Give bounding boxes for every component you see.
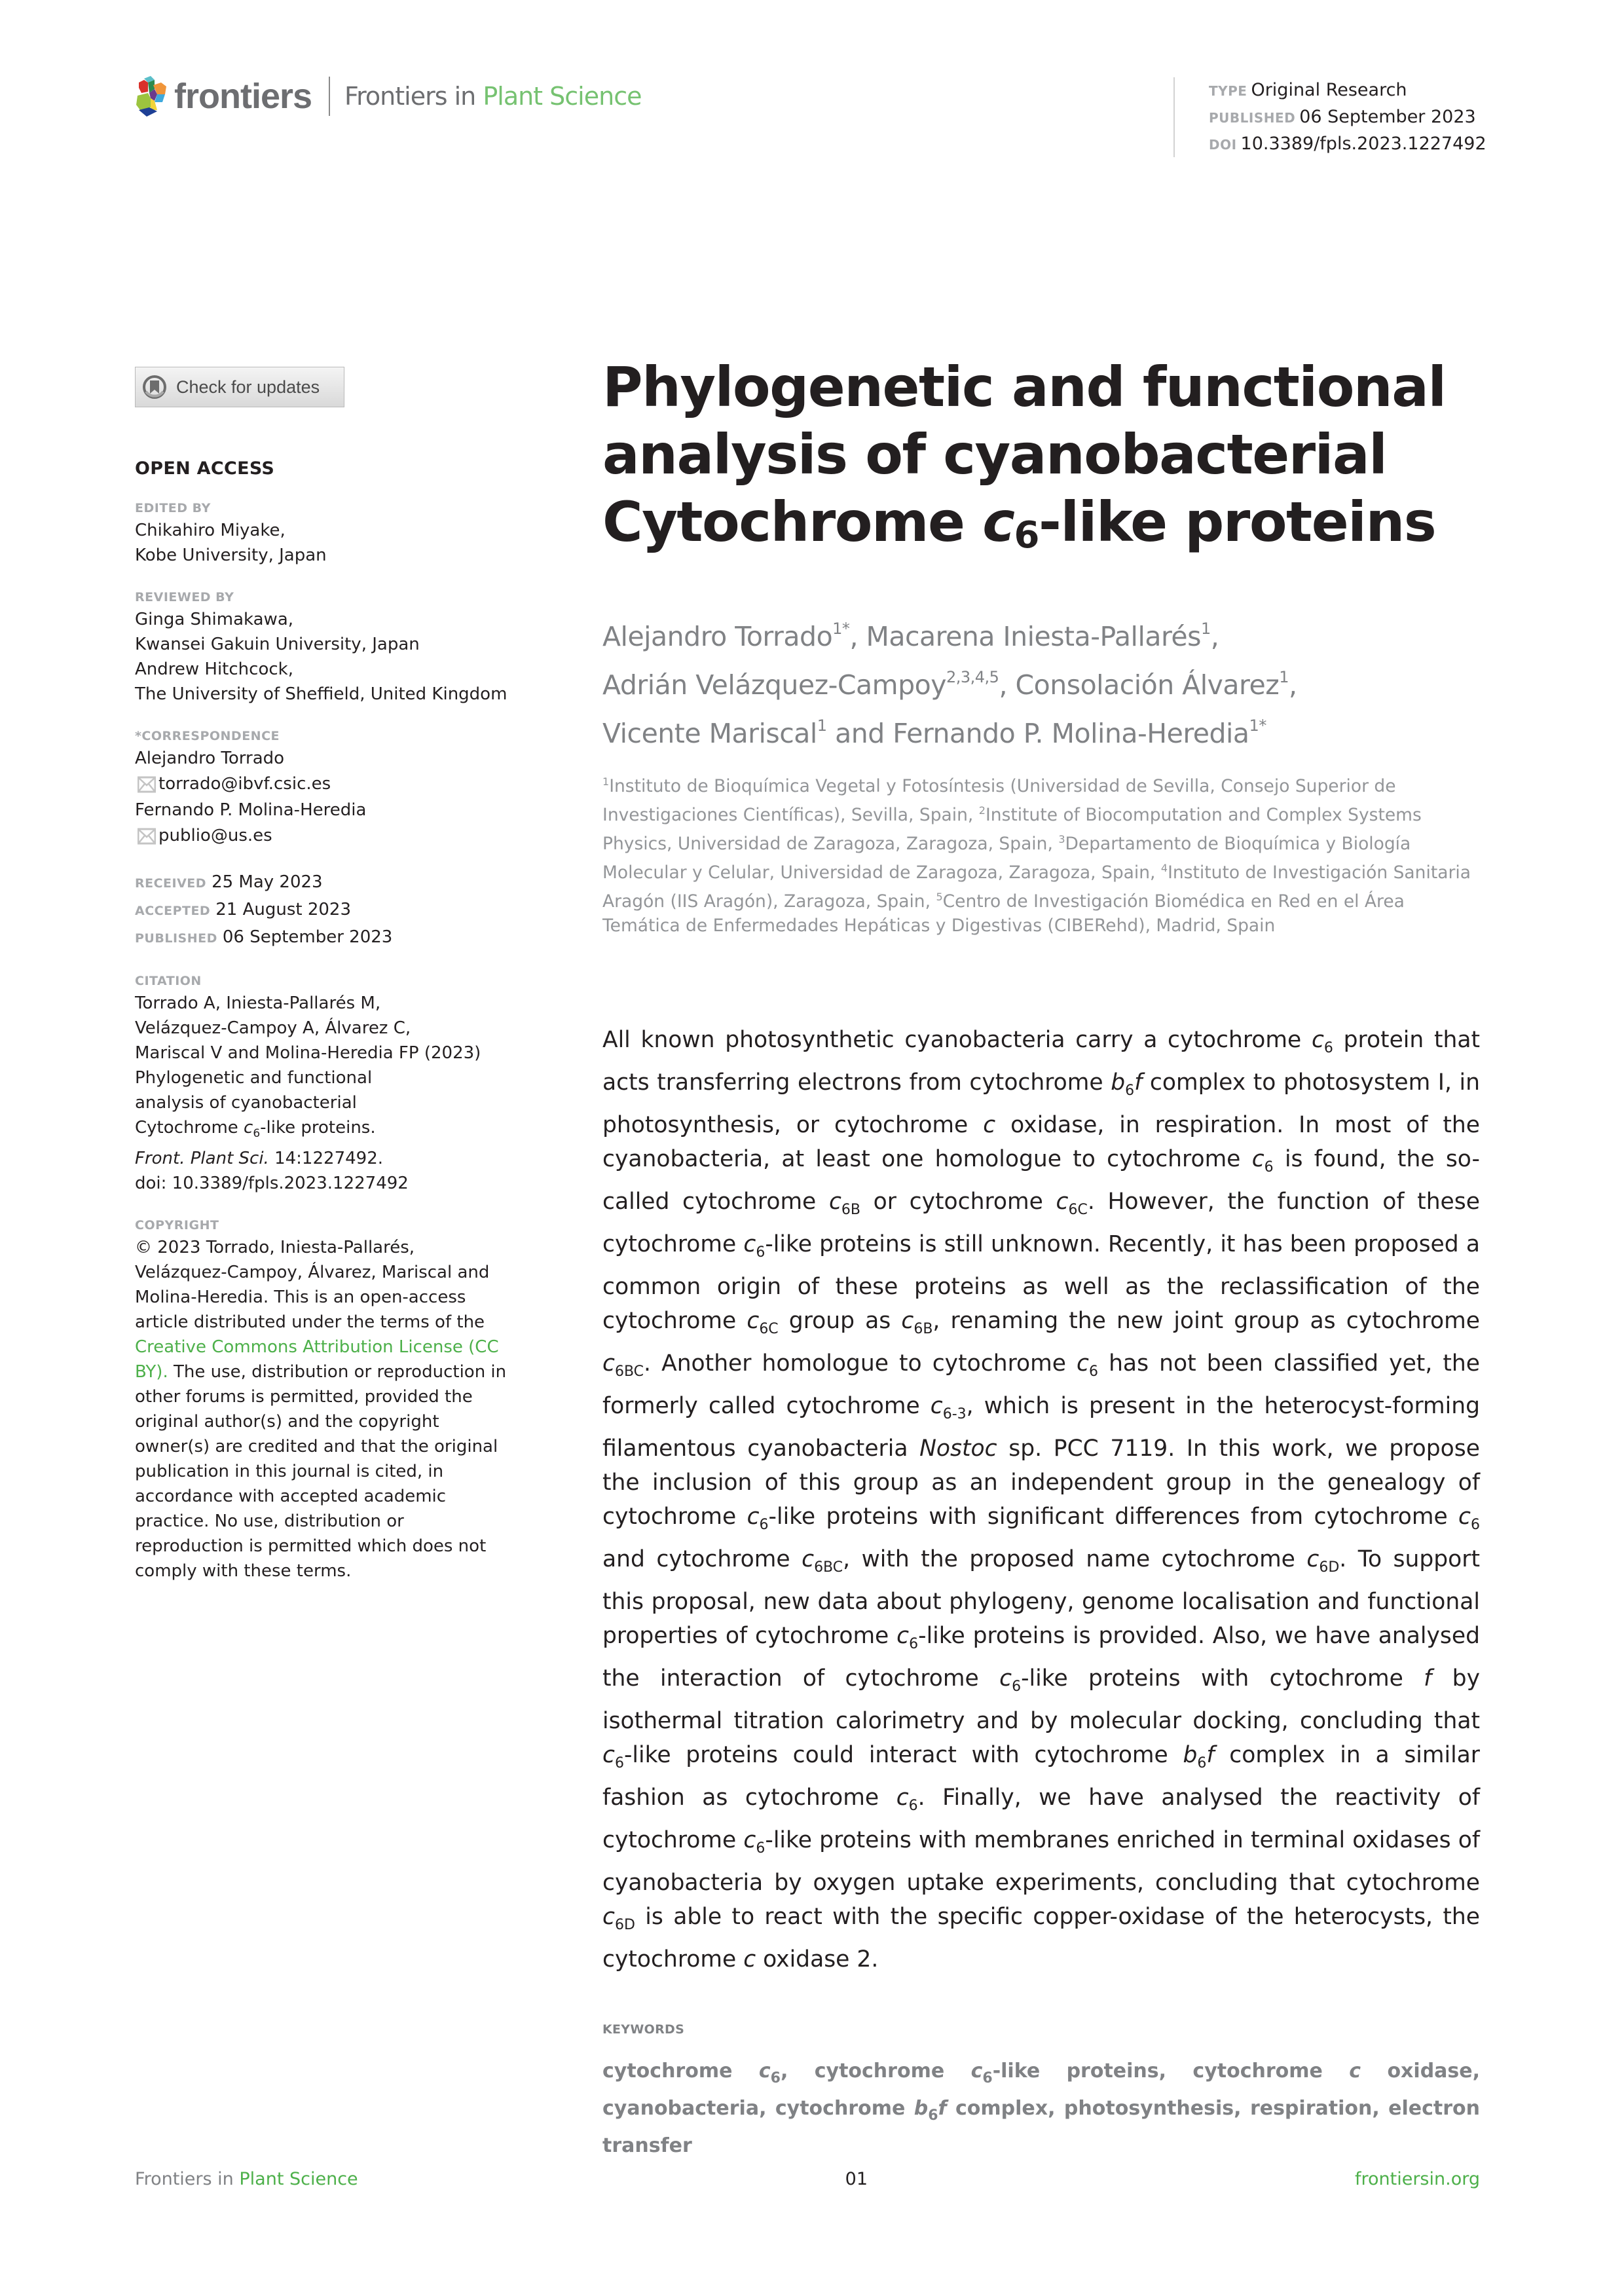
- citation-line: Torrado A, Iniesta-Pallarés M,: [135, 993, 381, 1013]
- subscript: 6C: [759, 1321, 779, 1337]
- correspondent-name: Fernando P. Molina-Heredia: [135, 800, 367, 820]
- edited-by-section: [135, 498, 528, 568]
- copyright-section: [135, 1215, 528, 1583]
- subscript: 6BC: [614, 1363, 644, 1380]
- text-run: oxidase, in respiration. In most of the cyanobacteria, at least one homologue to cytochrome: [602, 1112, 1481, 1172]
- published-label: PUBLISHED: [1209, 110, 1296, 126]
- italic-term: c: [747, 1308, 760, 1334]
- text-run: by isothermal titration calorimetry and by molecular docking, concluding that: [602, 1665, 1480, 1734]
- citation-line: Velázquez-Campoy A, Álvarez C,: [135, 1018, 411, 1038]
- subscript: 6: [908, 1798, 918, 1814]
- article-doi[interactable]: [1209, 131, 1486, 158]
- citation-line: [135, 1115, 528, 1146]
- footer-journal-name: Plant Science: [239, 2169, 358, 2189]
- open-access-label: OPEN ACCESS: [135, 458, 275, 479]
- doi-value[interactable]: 10.3389/fpls.2023.1227492: [1240, 134, 1486, 154]
- title-line: analysis of cyanobacterial: [602, 422, 1387, 487]
- article-published: [1209, 104, 1486, 131]
- text-run: -like proteins with significant differences from cytochrome: [768, 1504, 1459, 1530]
- text-run: oxidase 2.: [756, 1946, 879, 1972]
- italic-term: c: [602, 1904, 615, 1930]
- text-run: group as: [778, 1308, 902, 1334]
- author-list: [602, 608, 1480, 754]
- text-run: cytochrome: [602, 2060, 759, 2083]
- author-name[interactable]: Alejandro Torrado: [602, 621, 833, 652]
- citation-label: CITATION: [135, 974, 202, 988]
- citation-section: [135, 971, 528, 1196]
- email-link[interactable]: [135, 771, 528, 798]
- text-run: is able to react with the specific copper-oxidase of the heterocysts, the cytochrome: [602, 1904, 1480, 1972]
- italic-term: c: [1349, 2060, 1361, 2083]
- abstract-paragraph: [602, 1023, 1480, 1976]
- italic-term: c: [743, 1827, 756, 1853]
- author-name[interactable]: Fernando P. Molina-Heredia: [893, 718, 1249, 749]
- copyright-label: COPYRIGHT: [135, 1218, 219, 1233]
- text-run: sp. PCC 7119. In this work, we propose the inclusion of this group as an independent group in the genealogy of cytochrome: [602, 1435, 1480, 1530]
- affiliation-number: 2: [978, 804, 986, 817]
- italic-term: c: [743, 1946, 756, 1972]
- journal-header: [135, 73, 641, 119]
- article-main: [602, 354, 1480, 2161]
- title-italic: c: [982, 490, 1014, 554]
- text-run: . Finally, we have analysed the reactivity of cytochrome: [602, 1785, 1481, 1853]
- text-run: complex in a similar fashion as cytochrome: [602, 1742, 1480, 1811]
- text-run: and cytochrome: [602, 1546, 802, 1572]
- italic-term: c: [743, 1231, 756, 1257]
- italic-term: f: [938, 2097, 947, 2120]
- affiliation-text: Institute of Biocomputation and Complex Systems Physics, Universidad de Zaragoza, Zaragoza, Spain,: [602, 805, 1422, 854]
- reviewer-name: Ginga Shimakawa,: [135, 610, 294, 629]
- affiliation-text: Centro de Investigación Biomédica en Red en el Área Temática de Enfermedades Hepáticas y Digestivas (CIBERehd), Madrid, Spain: [602, 891, 1405, 936]
- italic-term: f: [1134, 1069, 1143, 1096]
- text-run: , cytochrome: [780, 2060, 971, 2083]
- citation-text: Cytochrome: [135, 1118, 244, 1138]
- author-line: [602, 705, 1480, 754]
- italic-term: c: [901, 1308, 914, 1334]
- accepted-label: ACCEPTED: [135, 904, 211, 918]
- subscript: 6BC: [814, 1559, 843, 1576]
- mail-icon: [138, 775, 156, 794]
- received-label: RECEIVED: [135, 876, 207, 891]
- italic-term: f: [1206, 1742, 1215, 1768]
- text-run: has not been classified yet, the formerly called cytochrome: [602, 1350, 1480, 1419]
- footer-journal-prefix: Frontiers in: [135, 2169, 234, 2189]
- italic-term: c: [1056, 1189, 1069, 1215]
- accepted-date: [135, 897, 528, 924]
- subscript: 6: [756, 1244, 766, 1261]
- affiliation-number: 3: [1058, 833, 1065, 845]
- subscript: 6: [614, 1755, 624, 1771]
- author-affiliation-ref: 1: [817, 716, 827, 735]
- italic-term: b: [1183, 1742, 1198, 1768]
- reviewed-by-section: [135, 587, 528, 707]
- text-run: , renaming the new joint group as cytochrome: [932, 1308, 1480, 1334]
- italic-term: c: [602, 1350, 615, 1377]
- author-line: Adrián Velázquez-Campoy$^{2,3,4,5}$, Consolación Álvarez$^1$,: [602, 668, 1297, 701]
- affiliation-number: 1: [602, 775, 610, 788]
- published-date: [135, 924, 528, 952]
- text-run: . To support this proposal, new data about phylogeny, genome localisation and functional properties of cytochrome: [602, 1546, 1480, 1649]
- citation-journal-name: Front. Plant Sci.: [135, 1149, 269, 1169]
- keywords-list: [602, 2056, 1480, 2161]
- email-address[interactable]: torrado@ibvf.csic.es: [158, 774, 331, 794]
- citation-subscript: 6: [253, 1127, 261, 1141]
- keywords-label: KEYWORDS: [602, 2022, 685, 2037]
- subscript: 6: [1471, 1517, 1481, 1533]
- text-run: complex to photosystem I, in photosynthesis, or cytochrome: [602, 1069, 1480, 1138]
- affiliation-text: Instituto de Bioquímica Vegetal y Fotosíntesis (Universidad de Sevilla, Consejo Superior de Investigaciones Científicas), Sevilla, Spain,: [602, 776, 1396, 825]
- italic-term: b: [913, 2097, 929, 2120]
- subscript: 6: [1264, 1159, 1274, 1176]
- italic-term: b: [1111, 1069, 1126, 1096]
- citation-volume: 14:1227492.: [268, 1149, 383, 1169]
- subscript: 6: [1323, 1040, 1333, 1056]
- email-address[interactable]: publio@us.es: [158, 826, 272, 845]
- dates-section: [135, 869, 528, 952]
- article-title: [602, 354, 1480, 569]
- text-run: complex, photosynthesis, respiration, electron transfer: [602, 2097, 1480, 2157]
- footer-site-link[interactable]: frontiersin.org: [1354, 2169, 1480, 2189]
- italic-term: c: [970, 2060, 983, 2083]
- author-affiliation-ref: 1: [1279, 668, 1289, 686]
- author-affiliation-ref: 1: [1201, 620, 1211, 638]
- italic-term: c: [747, 1504, 760, 1530]
- text-run: -like proteins with membranes enriched in terminal oxidases of cyanobacteria by oxygen uptake experiments, concluding that cytochrome: [602, 1827, 1481, 1896]
- footer-journal[interactable]: [135, 2169, 358, 2189]
- subscript: 6-3: [942, 1406, 967, 1422]
- author-name[interactable]: Adrián Velázquez-Campoy: [602, 669, 946, 701]
- reviewed-by-label: REVIEWED BY: [135, 590, 234, 604]
- text-run: -like proteins with cytochrome: [1021, 1665, 1424, 1692]
- editor-name: Chikahiro Miyake,: [135, 521, 286, 540]
- text-run: is found, the so-called cytochrome: [602, 1146, 1480, 1215]
- frontiers-logo-icon: [135, 76, 169, 117]
- subscript: 6: [909, 1636, 919, 1652]
- italic-term: c: [896, 1785, 909, 1811]
- affiliation-number: 4: [1160, 862, 1168, 874]
- mail-icon: [138, 827, 156, 845]
- received-value: 25 May 2023: [212, 872, 323, 892]
- type-label: TYPE: [1209, 83, 1247, 99]
- subscript: 6: [1197, 1755, 1207, 1771]
- frontiers-wordmark: frontiers: [174, 77, 312, 116]
- journal-title-accent: Plant Science: [483, 82, 642, 111]
- article-type: [1209, 77, 1486, 104]
- author-affiliation-ref: 1*: [1249, 716, 1266, 735]
- author-name[interactable]: Macarena Iniesta-Pallarés: [866, 621, 1202, 652]
- correspondence-section: [135, 726, 528, 849]
- text-run: -like proteins is still unknown. Recently, it has been proposed a common origin of these proteins as well as the reclassification of the cytochrome: [602, 1231, 1480, 1334]
- received-date: [135, 869, 528, 897]
- subscript: 6C: [1068, 1202, 1088, 1218]
- italic-term: c: [1306, 1546, 1320, 1572]
- email-link[interactable]: [135, 823, 528, 849]
- affiliations: [602, 769, 1480, 938]
- citation-journal: [135, 1146, 528, 1171]
- reviewer-affiliation: Kwansei Gakuin University, Japan: [135, 635, 420, 654]
- affiliation-number: 5: [936, 891, 943, 903]
- journal-name[interactable]: [344, 82, 641, 111]
- copyright-body: © 2023 Torrado, Iniesta-Pallarés, Velázquez-Campoy, Álvarez, Mariscal and Molina-Heredia. This is an open-access article distributed under the terms of the: [135, 1238, 490, 1333]
- text-run: protein that acts transferring electrons from cytochrome: [602, 1027, 1481, 1096]
- text-run: -like proteins could interact with cytochrome: [623, 1742, 1183, 1768]
- subscript: 6: [1125, 1083, 1135, 1099]
- subscript: 6: [1012, 1678, 1022, 1695]
- italic-term: c: [1251, 1146, 1264, 1172]
- text-run: oxidase, cyanobacteria, cytochrome: [602, 2060, 1481, 2120]
- type-value: Original Research: [1251, 80, 1407, 100]
- subscript: 6: [759, 1517, 769, 1533]
- citation-doi[interactable]: doi: 10.3389/fpls.2023.1227492: [135, 1174, 409, 1194]
- affiliation-text: Departamento de Bioquímica y Biología Molecular y Celular, Universidad de Zaragoza, Zaragoza, Spain,: [602, 834, 1411, 883]
- subscript: 6: [770, 2070, 781, 2086]
- reviewer-name: Andrew Hitchcock,: [135, 659, 293, 679]
- check-for-updates-button[interactable]: [135, 367, 344, 407]
- check-updates-label: Check for updates: [176, 377, 320, 397]
- subscript: 6B: [841, 1202, 861, 1218]
- text-run: . Another homologue to cytochrome: [644, 1350, 1077, 1377]
- author-conjunction: and: [826, 718, 893, 749]
- subscript: 6: [1088, 1363, 1098, 1380]
- title-text: Cytochrome: [602, 490, 983, 554]
- author-name[interactable]: Vicente Mariscal: [602, 718, 817, 749]
- text-run: or cytochrome: [860, 1189, 1056, 1215]
- title-line: Phylogenetic and functional: [602, 355, 1446, 419]
- citation-line: analysis of cyanobacterial: [135, 1093, 357, 1113]
- published-value: 06 September 2023: [222, 927, 393, 947]
- italic-term: c: [1311, 1027, 1324, 1053]
- doi-label: DOI: [1209, 137, 1237, 153]
- text-run: . However, the function of these cytochrome: [602, 1189, 1480, 1257]
- subscript: 6: [982, 2070, 993, 2086]
- editor-affiliation: Kobe University, Japan: [135, 546, 327, 565]
- title-line: [602, 489, 1480, 569]
- italic-term: Nostoc: [919, 1435, 997, 1462]
- copyright-body: The use, distribution or reproduction in other forums is permitted, provided the original author(s) and the copyright owner(s) are credited and that the original publication in this journal is cited, in accordance with accepted academic practice. No use, distribution or reproduction is permitted which does not comply with these terms.: [135, 1362, 507, 1582]
- subscript: 6D: [614, 1917, 635, 1933]
- article-meta: [1173, 77, 1486, 157]
- italic-term: c: [802, 1546, 815, 1572]
- italic-term: f: [1424, 1665, 1432, 1692]
- text-run: , with the proposed name cytochrome: [843, 1546, 1307, 1572]
- title-subscript: 6: [1014, 514, 1039, 557]
- italic-term: c: [930, 1393, 943, 1419]
- italic-term: c: [602, 1742, 615, 1768]
- text-run: All known photosynthetic cyanobacteria carry a cytochrome: [602, 1027, 1312, 1053]
- subscript: 6: [756, 1840, 766, 1857]
- published-label: PUBLISHED: [135, 931, 217, 946]
- italic-term: c: [1458, 1504, 1471, 1530]
- italic-term: c: [1077, 1350, 1089, 1377]
- title-text: -like proteins: [1039, 490, 1436, 554]
- author-name[interactable]: Consolación Álvarez: [1015, 669, 1280, 701]
- italic-term: c: [896, 1623, 910, 1649]
- reviewer-affiliation: The University of Sheffield, United Kingdom: [135, 684, 507, 704]
- italic-term: c: [983, 1112, 996, 1138]
- license-link[interactable]: Creative Commons Attribution License (CC BY).: [135, 1337, 499, 1382]
- correspondence-label: *CORRESPONDENCE: [135, 729, 280, 743]
- correspondent-name: Alejandro Torrado: [135, 749, 285, 768]
- citation-italic: c: [244, 1118, 253, 1138]
- text-run: -like proteins is provided. Also, we have analysed the interaction of cytochrome: [602, 1623, 1480, 1692]
- subscript: 6D: [1319, 1559, 1340, 1576]
- citation-line: Mariscal V and Molina-Heredia FP (2023): [135, 1043, 481, 1063]
- italic-term: c: [758, 2060, 771, 2083]
- text-run: , which is present in the heterocyst-forming filamentous cyanobacteria: [602, 1393, 1480, 1462]
- affiliation-text: Instituto de Investigación Sanitaria Aragón (IIS Aragón), Zaragoza, Spain,: [602, 862, 1471, 912]
- header-divider: [329, 77, 330, 116]
- bookmark-update-icon: [142, 375, 167, 399]
- citation-text: -like proteins.: [260, 1118, 376, 1138]
- italic-term: c: [999, 1665, 1012, 1692]
- published-value: 06 September 2023: [1299, 107, 1476, 127]
- journal-prefix: Frontiers in: [344, 82, 476, 111]
- page-footer: [135, 2169, 1480, 2189]
- edited-by-label: EDITED BY: [135, 501, 211, 515]
- page-number: 01: [845, 2169, 868, 2189]
- accepted-value: 21 August 2023: [215, 900, 351, 919]
- article-sidebar: [135, 367, 528, 1583]
- italic-term: c: [828, 1189, 841, 1215]
- citation-line: Phylogenetic and functional: [135, 1068, 373, 1088]
- copyright-text: [135, 1235, 511, 1583]
- subscript: 6B: [913, 1321, 933, 1337]
- author-affiliation-ref: 2,3,4,5: [946, 668, 999, 686]
- author-line: Alejandro Torrado$^{1*}$, Macarena Iniesta-Pallarés$^1$,: [602, 620, 1219, 652]
- subscript: 6: [928, 2107, 938, 2124]
- author-affiliation-ref: 1*: [832, 620, 850, 638]
- text-run: -like proteins, cytochrome: [992, 2060, 1350, 2083]
